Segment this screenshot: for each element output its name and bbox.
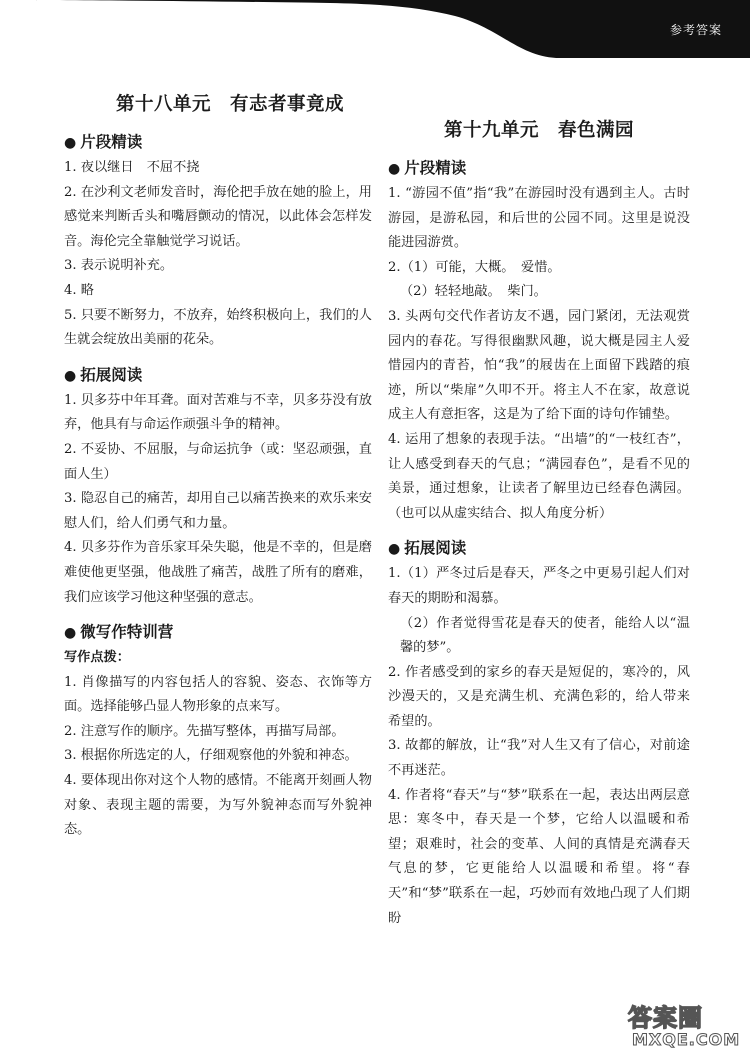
answer-paragraph: 4. 略 bbox=[64, 282, 94, 298]
answer-paragraph: 2. 作者感受到的家乡的春天是短促的，寒冷的，风沙漫天的，又是充满生机、充满色彩的，给人带来希望的。 bbox=[388, 664, 690, 729]
answer-paragraph: 1.（1）严冬过后是春天，严冬之中更易引起人们对春天的期盼和渴慕。 bbox=[388, 566, 690, 606]
svg-text:答案圈: 答案圈 bbox=[628, 1004, 703, 1032]
header-curve-shape bbox=[0, 0, 750, 58]
unit19-section-1-heading: ● 片段精读 bbox=[388, 159, 467, 177]
header-label: 参考答案 bbox=[669, 23, 722, 37]
answer-paragraph: 3. 头两句交代作者访友不遇，园门紧闭，无法观赏园内的春花。写得很幽默风趣，说大概是园主人爱惜园内的青苔，怕“我”的屐齿在上面留下践踏的痕迹，所以“柴扉”久叩不开。将主人不在家，故意说成主人有意拒客，这是为了给下面的诗句作铺垫。 bbox=[388, 308, 690, 423]
answer-paragraph: 4. 作者将“春天”与“梦”联系在一起，表达出两层意思：寒冬中，春天是一个梦，它给人以温暖和希望；艰难时，社会的变革、人间的真情是充满春天气息的梦，它更能给人以温暖和希望。将“春天”和“梦”联系在一起，巧妙而有效地凸现了人们期盼 bbox=[388, 787, 690, 926]
answer-paragraph: 4. 运用了想象的表现手法。“出墙”的“一枝红杏”，让人感受到春天的气息；“满园春色”，是看不见的美景，通过想象，让读者了解里边已经春色满园。（也可以从虚实结合、拟人角度分析） bbox=[388, 431, 690, 521]
answer-paragraph: 1. 夜以继日 不屈不挠 bbox=[64, 160, 200, 175]
unit18-title: 第十八单元 有志者事竟成 bbox=[115, 94, 344, 115]
bullet-dot-icon: ● bbox=[64, 625, 77, 642]
answer-paragraph: 3. 故都的解放，让“我”对人生又有了信心，对前途不再迷茫。 bbox=[388, 738, 690, 779]
unit18-section-2-heading: ● 拓展阅读 bbox=[64, 365, 143, 384]
answer-paragraph: 2. 不妥协、不屈服，与命运抗争（或：坚忍顽强，直面人生） bbox=[64, 441, 372, 482]
answer-paragraph: 5. 只要不断努力，不放弃，始终积极向上，我们的人生就会绽放出美丽的花朵。 bbox=[64, 307, 372, 348]
unit19-column bbox=[388, 116, 690, 931]
watermark-logo bbox=[624, 1000, 750, 1048]
svg-text:MXQE.COM: MXQE.COM bbox=[632, 1030, 741, 1048]
answer-paragraph: 4. 贝多芬作为音乐家耳朵失聪，他是不幸的，但是磨难使他更坚强，他战胜了痛苦，战胜了所有的磨难，我们应该学习他这种坚强的意志。 bbox=[64, 540, 372, 605]
bullet-dot-icon: ● bbox=[64, 135, 77, 151]
answer-paragraph: （2）作者觉得雪花是春天的使者，能给人以“温馨的梦”。 bbox=[400, 615, 690, 656]
answer-paragraph: 3. 隐忍自己的痛苦，却用自己以痛苦换来的欢乐来安慰人们，给人们勇气和力量。 bbox=[64, 491, 372, 531]
unit18-section-1-heading: ● 片段精读 bbox=[64, 133, 143, 151]
answer-paragraph: （2）轻轻地敲。 柴门。 bbox=[400, 284, 547, 300]
unit19-title: 第十九单元 春色满园 bbox=[443, 120, 634, 141]
bullet-dot-icon: ● bbox=[388, 161, 401, 177]
answer-paragraph: 1. “游园不值”指“我”在游园时没有遇到主人。古时游园，是游私园，和后世的公园不同。这里是说没能进园游赏。 bbox=[388, 186, 690, 251]
unit18-column bbox=[64, 90, 372, 843]
answer-paragraph: 2. 注意写作的顺序。先描写整体，再描写局部。 bbox=[64, 723, 345, 739]
answer-paragraph: 3. 根据你所选定的人，仔细观察他的外貌和神态。 bbox=[64, 748, 358, 764]
answer-paragraph: 2.（1）可能，大概。 爱惜。 bbox=[388, 259, 561, 275]
writing-tips-subheading: 写作点拨： bbox=[64, 650, 130, 666]
unit18-section-3-heading: ● 微写作特训营 bbox=[64, 623, 174, 642]
answer-paragraph: 2. 在沙利文老师发音时，海伦把手放在她的脸上，用感觉来判断舌头和嘴唇颤动的情况，以此体会怎样发音。海伦完全靠触觉学习说话。 bbox=[64, 184, 372, 249]
answer-paragraph: 3. 表示说明补充。 bbox=[64, 258, 174, 274]
bullet-dot-icon: ● bbox=[388, 541, 401, 558]
unit19-section-2-heading: ● 拓展阅读 bbox=[388, 539, 467, 558]
bullet-dot-icon: ● bbox=[64, 367, 77, 384]
answer-paragraph: 1. 肖像描写的内容包括人的容貌、姿态、衣饰等方面。选择能够凸显人物形象的点来写。 bbox=[64, 674, 372, 715]
answer-paragraph: 4. 要体现出你对这个人物的感情。不能离开刻画人物对象、表现主题的需要，为写外貌神态而写外貌神态。 bbox=[64, 773, 372, 838]
answer-paragraph: 1. 贝多芬中年耳聋。面对苦难与不幸，贝多芬没有放弃，他具有与命运作顽强斗争的精神。 bbox=[64, 392, 372, 433]
header-bar bbox=[0, 0, 750, 58]
